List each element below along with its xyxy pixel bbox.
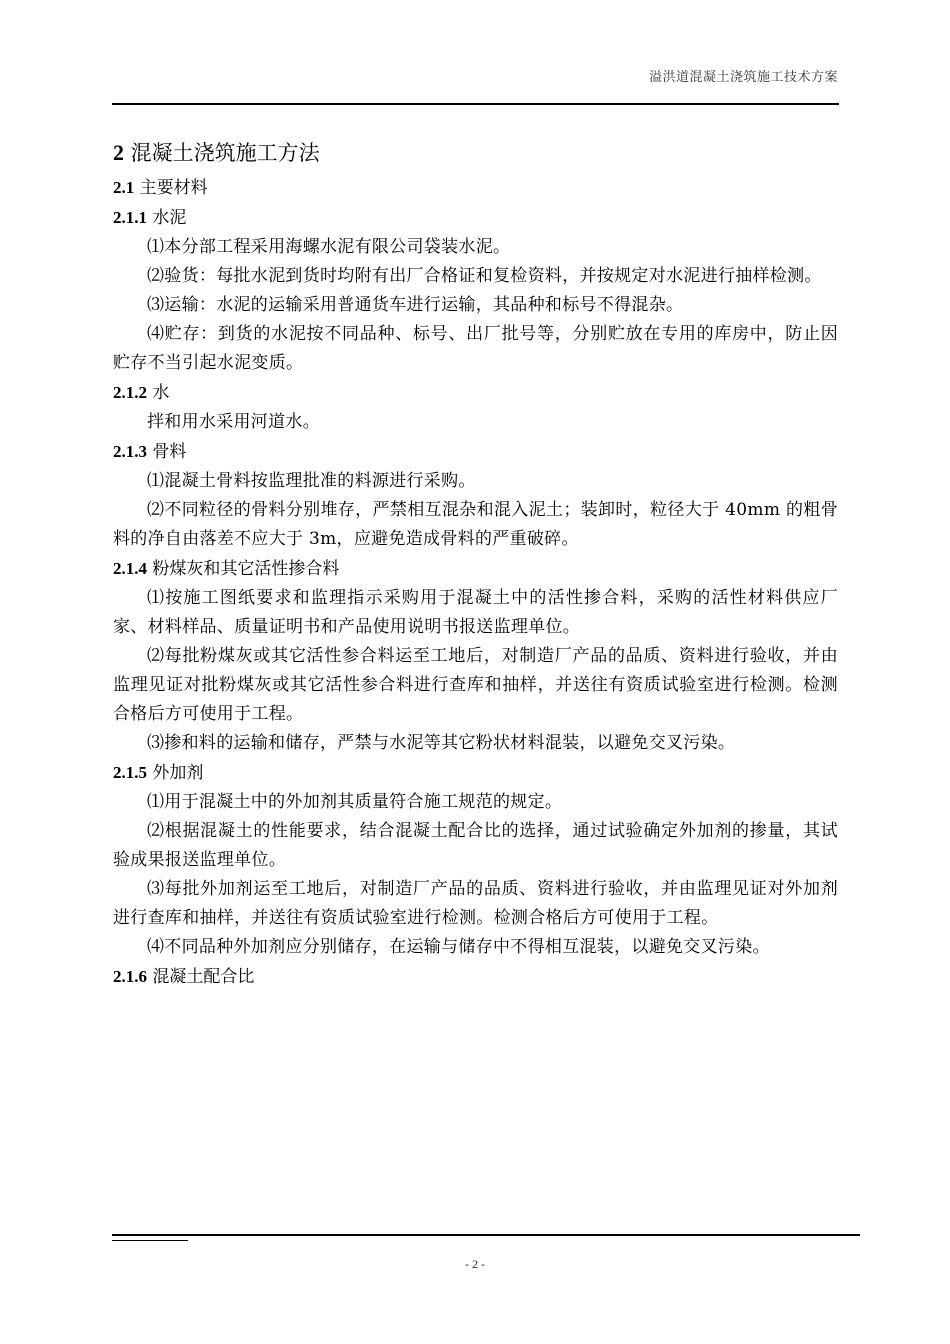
footer-rule [112,1234,860,1236]
document-body [113,133,838,992]
paragraph: ⑶每批外加剂运至工地后，对制造厂产品的品质、资料进行验收，并由监理见证对外加剂进行查库和抽样，并送往有资质试验室进行检测。检测合格后方可使用于工程。 [113,879,838,928]
paragraph: ⑵不同粒径的骨料分别堆存，严禁相互混杂和混入泥土；装卸时，粒径大于 40mm 的粗骨料的净自由落差不应大于 3m，应避免造成骨料的严重破碎。 [113,500,838,549]
paragraph: ⑶掺和料的运输和储存，严禁与水泥等其它粉状材料混装，以避免交叉污染。 [147,733,736,753]
paragraph: ⑴按施工图纸要求和监理指示采购用于混凝土中的活性掺合料，采购的活性材料供应厂家、材料样品、质量证明书和产品使用说明书报送监理单位。 [113,588,838,637]
running-header: 溢洪道混凝土浇筑施工技术方案 [648,70,838,85]
paragraph: ⑴本分部工程采用海螺水泥有限公司袋装水泥。 [147,237,511,257]
paragraph: ⑴用于混凝土中的外加剂其质量符合施工规范的规定。 [147,792,563,812]
paragraph: ⑵验货：每批水泥到货时均附有出厂合格证和复检资料，并按规定对水泥进行抽样检测。 [147,266,822,286]
paragraph: ⑷贮存：到货的水泥按不同品种、标号、出厂批号等，分别贮放在专用的库房中，防止因贮存不当引起水泥变质。 [113,324,838,373]
heading-2: 2 混凝土浇筑施工方法 [113,140,320,165]
heading-2-1-4: 2.1.4 粉煤灰和其它活性掺合料 [113,559,340,579]
heading-2-1-5: 2.1.5 外加剂 [113,763,204,783]
paragraph: ⑶运输：水泥的运输采用普通货车进行运输，其品种和标号不得混杂。 [147,295,684,315]
heading-2-1: 2.1 主要材料 [113,178,208,198]
page-number: - 2 - [465,1257,485,1271]
paragraph: ⑵每批粉煤灰或其它活性参合料运至工地后，对制造厂产品的品质、资料进行验收，并由监理见证对批粉煤灰或其它活性参合料进行查库和抽样，并送往有资质试验室进行检测。检测合格后方可使用于工程。 [113,646,838,724]
header-rule [112,103,839,105]
heading-2-1-1: 2.1.1 水泥 [113,208,187,228]
paragraph: 拌和用水采用河道水。 [147,412,320,432]
footer-rule-accent [112,1240,188,1241]
heading-2-1-6: 2.1.6 混凝土配合比 [113,967,255,987]
paragraph: ⑴混凝土骨料按监理批准的料源进行采购。 [147,471,476,491]
heading-2-1-3: 2.1.3 骨料 [113,442,187,462]
paragraph: ⑵根据混凝土的性能要求，结合混凝土配合比的选择，通过试验确定外加剂的掺量，其试验成果报送监理单位。 [113,821,838,870]
heading-2-1-2: 2.1.2 水 [113,383,170,403]
paragraph: ⑷不同品种外加剂应分别储存，在运输与储存中不得相互混装，以避免交叉污染。 [147,937,770,957]
